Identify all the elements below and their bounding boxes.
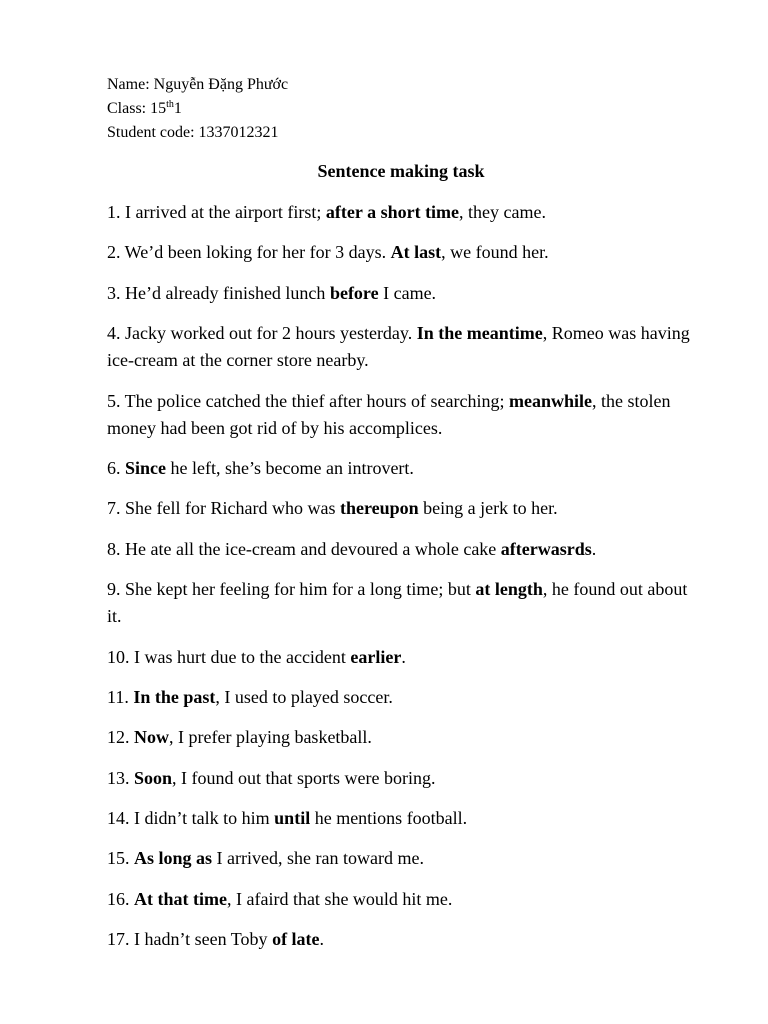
sentence-item	[107, 765, 697, 792]
sentence-text: being a jerk to her.	[418, 498, 558, 519]
document-title: Sentence making task	[317, 161, 485, 181]
time-connector: In the meantime	[416, 323, 543, 344]
time-connector: until	[274, 808, 311, 829]
sentence-item	[107, 644, 697, 671]
sentence-item	[107, 805, 697, 832]
sentence-list	[107, 199, 697, 967]
sentence-text: 1. I arrived at the airport first;	[107, 202, 326, 222]
sentence-text: , he found out about it.	[107, 579, 688, 627]
sentence-text: 9. She kept her feeling for him for a long time; but	[107, 579, 476, 600]
time-connector: thereupon	[339, 498, 419, 519]
sentence-text: he left, she’s become an introvert.	[166, 457, 414, 478]
sentence-item	[107, 536, 697, 563]
class-superscript: th	[166, 99, 174, 110]
time-connector: meanwhile	[509, 390, 593, 411]
time-connector: earlier	[350, 646, 402, 667]
sentence-text: 13.	[107, 767, 134, 788]
student-code: Student code: 1337012321	[107, 124, 279, 141]
time-connector: In the past	[133, 686, 216, 707]
sentence-text: 16.	[107, 888, 134, 909]
sentence-text: 5. The police catched the thief after hours of searching;	[107, 390, 510, 411]
sentence-text: 2. We’d been loking for her for 3 days.	[107, 242, 391, 263]
sentence-text: , I afaird that she would hit me.	[226, 888, 453, 909]
sentence-text: 4. Jacky worked out for 2 hours yesterday.	[107, 323, 417, 344]
sentence-item	[107, 684, 697, 711]
sentence-item	[107, 320, 697, 374]
sentence-text: , they came.	[459, 202, 547, 222]
sentence-item	[107, 199, 697, 226]
sentence-text: 8. He ate all the ice-cream and devoured a whole cake	[107, 538, 501, 559]
time-connector: Now	[134, 727, 169, 748]
sentence-text: 7. She fell for Richard who was	[107, 498, 340, 519]
sentence-item	[107, 886, 697, 913]
sentence-text: , I found out that sports were boring.	[172, 767, 436, 788]
sentence-text: 3. He’d already finished lunch	[107, 282, 330, 303]
sentence-text: 14. I didn’t talk to him	[107, 808, 275, 829]
time-connector: afterwasrds	[500, 538, 592, 559]
time-connector: of late	[272, 929, 320, 950]
time-connector: before	[329, 282, 379, 303]
time-connector: At that time	[134, 888, 227, 909]
sentence-item	[107, 239, 697, 266]
student-name: Name: Nguyễn Đặng Phước	[107, 76, 289, 93]
sentence-item	[107, 280, 697, 307]
sentence-item	[107, 926, 697, 953]
sentence-text: .	[319, 929, 325, 950]
time-connector: at length	[475, 579, 543, 600]
sentence-text: 17. I hadn’t seen Toby	[107, 929, 273, 950]
sentence-text: , I used to played soccer.	[215, 686, 393, 707]
sentence-text: , Romeo was having ice-cream at the corner store nearby.	[107, 323, 690, 371]
time-connector: Since	[125, 457, 167, 478]
sentence-text: 12.	[107, 727, 134, 748]
time-connector: after a short time	[325, 202, 460, 222]
sentence-text: , we found her.	[441, 242, 549, 263]
sentence-item	[107, 845, 697, 872]
time-connector: As long as	[134, 848, 213, 869]
sentence-text: I arrived, she ran toward me.	[212, 848, 424, 869]
time-connector: At last	[390, 242, 442, 263]
sentence-text: 6.	[107, 457, 125, 478]
sentence-item	[107, 724, 697, 751]
sentence-text: 15.	[107, 848, 134, 869]
sentence-text: 10. I was hurt due to the accident	[107, 646, 351, 667]
time-connector: Soon	[134, 767, 173, 788]
sentence-text: , I prefer playing basketball.	[169, 727, 372, 748]
sentence-text: I came.	[378, 282, 437, 303]
sentence-text: he mentions football.	[310, 808, 468, 829]
sentence-item	[107, 495, 697, 522]
sentence-text: 11.	[107, 686, 134, 707]
sentence-text: .	[401, 646, 406, 667]
student-header	[107, 73, 288, 145]
class-prefix: Class: 15	[107, 100, 167, 117]
sentence-item	[107, 388, 697, 442]
sentence-text: .	[591, 538, 597, 559]
student-class	[107, 97, 288, 121]
class-suffix: 1	[173, 100, 182, 117]
sentence-item	[107, 455, 697, 482]
sentence-item	[107, 576, 697, 630]
sentence-text: , the stolen money had been got rid of by his accomplices.	[107, 390, 671, 438]
